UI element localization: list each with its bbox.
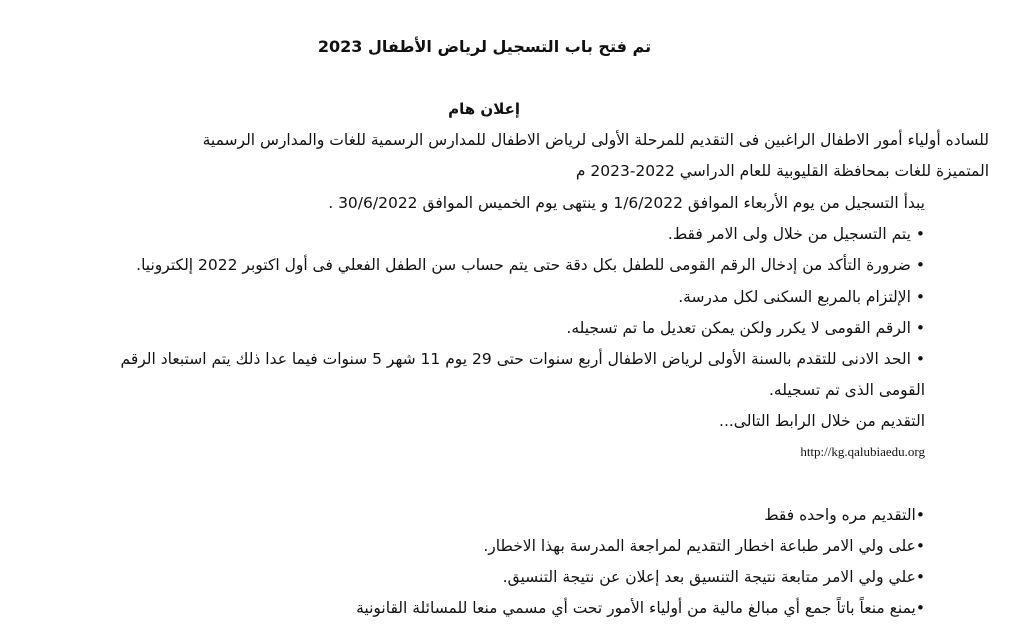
page-title: تم فتح باب التسجيل لرياض الأطفال 2023 xyxy=(317,37,652,56)
bullet-item: • الإلتزام بالمربع السكنى لكل مدرسة. xyxy=(678,288,925,306)
registration-period: يبدأ التسجيل من يوم الأربعاء الموافق 1/6/2022 و ينتهى يوم الخميس الموافق 30/6/2022 . xyxy=(328,194,925,212)
note-item: •يمنع منعاً باتاً جمع أي مبالغ مالية من أولياء الأمور تحت أي مسمي منعا للمسائلة القانونية xyxy=(356,599,925,617)
registration-link[interactable]: http://kg.qalubiaedu.org xyxy=(800,444,925,459)
apply-via-link-text: التقديم من خلال الرابط التالى... xyxy=(719,412,925,430)
note-item: •على ولي الامر طباعة اخطار التقديم لمراجعة المدرسة بهذا الاخطار. xyxy=(483,537,925,555)
bullet-item: • الرقم القومى لا يكرر ولكن يمكن تعديل ما تم تسجيله. xyxy=(566,319,925,337)
intro-line-1: للساده أولياء أمور الاطفال الراغبين فى التقديم للمرحلة الأولى لرياض الاطفال للمدارس الرسمية للغات والمدارس الرسمية xyxy=(202,131,989,149)
bullet-continuation: القومى الذى تم تسجيله. xyxy=(769,381,925,399)
bullet-item: • الحد الادنى للتقدم بالسنة الأولى لرياض الاطفال أربع سنوات حتى 29 يوم 11 شهر 5 سنوات فيما عدا ذلك يتم استبعاد الرقم xyxy=(120,350,925,368)
intro-line-2: المتميزة للغات بمحافظة القليوبية للعام الدراسي 2022-2023 م xyxy=(575,162,989,180)
bullet-item: • ضرورة التأكد من إدخال الرقم القومى للطفل بكل دقة حتى يتم حساب سن الطفل الفعلي فى أول اكتوبر 2022 إلكترونيا. xyxy=(136,256,925,274)
note-item: •التقديم مره واحده فقط xyxy=(764,506,925,524)
bullet-item: • يتم التسجيل من خلال ولى الامر فقط. xyxy=(667,225,925,243)
announcement-heading: إعلان هام xyxy=(448,100,520,118)
note-item: •علي ولي الامر متابعة نتيجة التنسيق بعد إعلان عن نتيجة التنسيق. xyxy=(502,568,925,586)
